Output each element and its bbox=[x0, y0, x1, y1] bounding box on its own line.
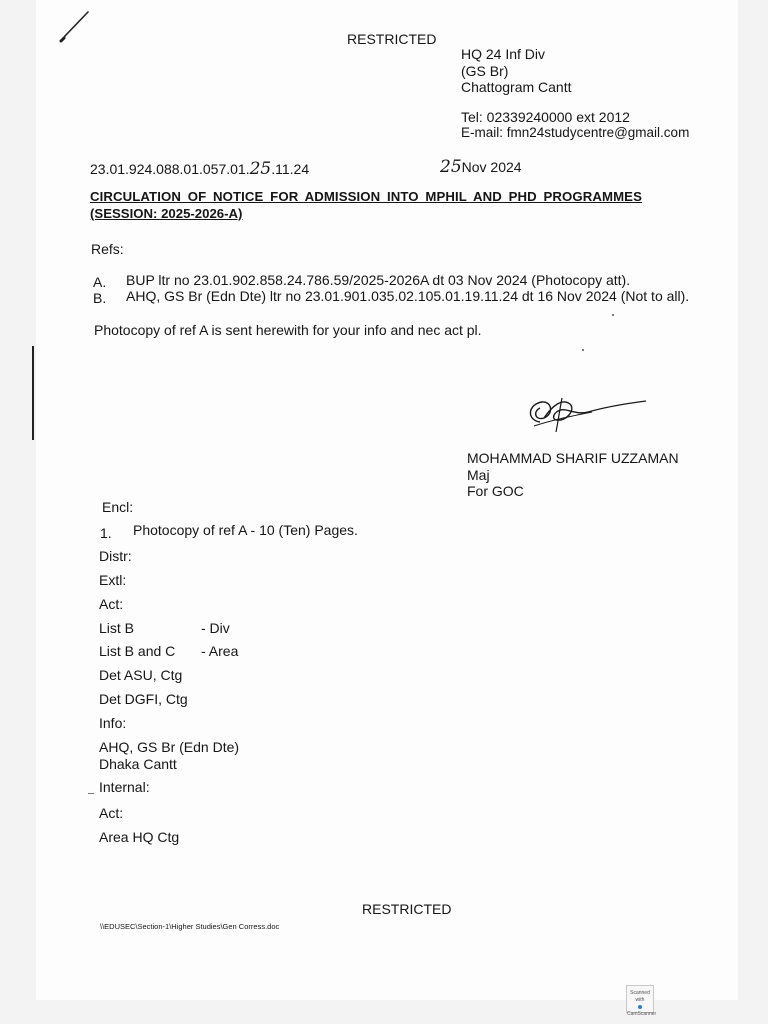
sender-email-line bbox=[461, 125, 689, 140]
list-b-note: - Div bbox=[201, 620, 230, 636]
reference-date bbox=[440, 157, 522, 177]
signatory-block bbox=[467, 450, 679, 500]
list-bc-note: - Area bbox=[201, 643, 239, 659]
ref-b-text: AHQ, GS Br (Edn Dte) ltr no 23.01.901.035.02.105.01.19.11.24 dt 16 Nov 2024 (Not to all). bbox=[126, 288, 690, 304]
scan-edge-mark bbox=[32, 346, 34, 440]
internal-act-label: Act: bbox=[99, 805, 124, 821]
list-b: List B bbox=[99, 620, 135, 636]
info-block bbox=[99, 739, 239, 772]
info-line-1: AHQ, GS Br (Edn Dte) bbox=[99, 739, 240, 755]
sender-tel: Tel: 02339240000 ext 2012 bbox=[461, 109, 630, 125]
ref-a-letter: A. bbox=[93, 274, 107, 290]
scan-dash-mark bbox=[88, 793, 94, 794]
distr-label: Distr: bbox=[99, 548, 132, 564]
info-line-2: Dhaka Cantt bbox=[99, 755, 177, 772]
extl-label: Extl: bbox=[99, 572, 127, 588]
reference-date-printed: Nov 2024 bbox=[461, 159, 522, 175]
sender-email: fmn24studycentre@gmail.com bbox=[506, 125, 690, 140]
reference-number bbox=[90, 159, 309, 179]
ref-b-letter: B. bbox=[93, 290, 107, 306]
subject-line-1: CIRCULATION OF NOTICE FOR ADMISSION INTO MPHIL AND PHD PROGRAMMES bbox=[90, 189, 642, 204]
body-text: Photocopy of ref A is sent herewith for your info and nec act pl. bbox=[94, 322, 482, 338]
document-page bbox=[36, 0, 738, 1000]
sender-hq: HQ 24 Inf Div bbox=[461, 46, 546, 62]
reference-number-prefix: 23.01.924.088.01.057.01. bbox=[90, 161, 250, 177]
speck bbox=[582, 349, 584, 351]
det-asu: Det ASU, Ctg bbox=[99, 667, 183, 683]
list-bc: List B and C bbox=[99, 643, 176, 659]
footer-file-path: \\EDUSEC\Section-1\Higher Studies\Gen Corress.doc bbox=[100, 922, 280, 931]
scanner-badge bbox=[626, 985, 657, 1017]
refs-label: Refs: bbox=[91, 241, 124, 257]
sender-email-label: E-mail: bbox=[461, 125, 504, 140]
scanner-logo-icon bbox=[638, 1005, 642, 1009]
area-hq: Area HQ Ctg bbox=[99, 829, 180, 845]
reference-number-suffix: .11.24 bbox=[271, 161, 310, 177]
scanner-badge-logo-row bbox=[627, 1004, 657, 1018]
scanner-badge-line-1: Scanned with bbox=[630, 990, 650, 1003]
classification-top: RESTRICTED bbox=[347, 31, 437, 47]
sender-block bbox=[461, 46, 572, 96]
info-label: Info: bbox=[99, 715, 127, 731]
reference-date-handwritten: 25 bbox=[440, 157, 462, 177]
classification-bottom: RESTRICTED bbox=[362, 901, 452, 917]
act-label: Act: bbox=[99, 596, 124, 612]
subject-line-2: (SESSION: 2025-2026-A) bbox=[90, 206, 243, 221]
sender-location: Chattogram Cantt bbox=[461, 79, 572, 95]
scanner-badge-line-2: CamScanner bbox=[627, 1011, 657, 1017]
ref-a-text: BUP ltr no 23.01.902.858.24.786.59/2025-2026A dt 03 Nov 2024 (Photocopy att). bbox=[126, 272, 631, 288]
pen-mark bbox=[56, 8, 96, 44]
signature bbox=[522, 392, 652, 436]
sender-branch: (GS Br) bbox=[461, 62, 509, 79]
speck bbox=[612, 314, 614, 316]
internal-label: Internal: bbox=[99, 779, 150, 795]
signatory-rank: Maj bbox=[467, 466, 490, 483]
det-dgfi: Det DGFI, Ctg bbox=[99, 691, 188, 707]
signatory-for: For GOC bbox=[467, 483, 524, 499]
reference-number-handwritten: 25 bbox=[249, 159, 272, 179]
enclosure-label: Encl: bbox=[102, 499, 134, 515]
enclosure-text: Photocopy of ref A - 10 (Ten) Pages. bbox=[133, 522, 358, 538]
enclosure-number: 1. bbox=[100, 525, 112, 541]
signatory-name: MOHAMMAD SHARIF UZZAMAN bbox=[467, 450, 679, 466]
